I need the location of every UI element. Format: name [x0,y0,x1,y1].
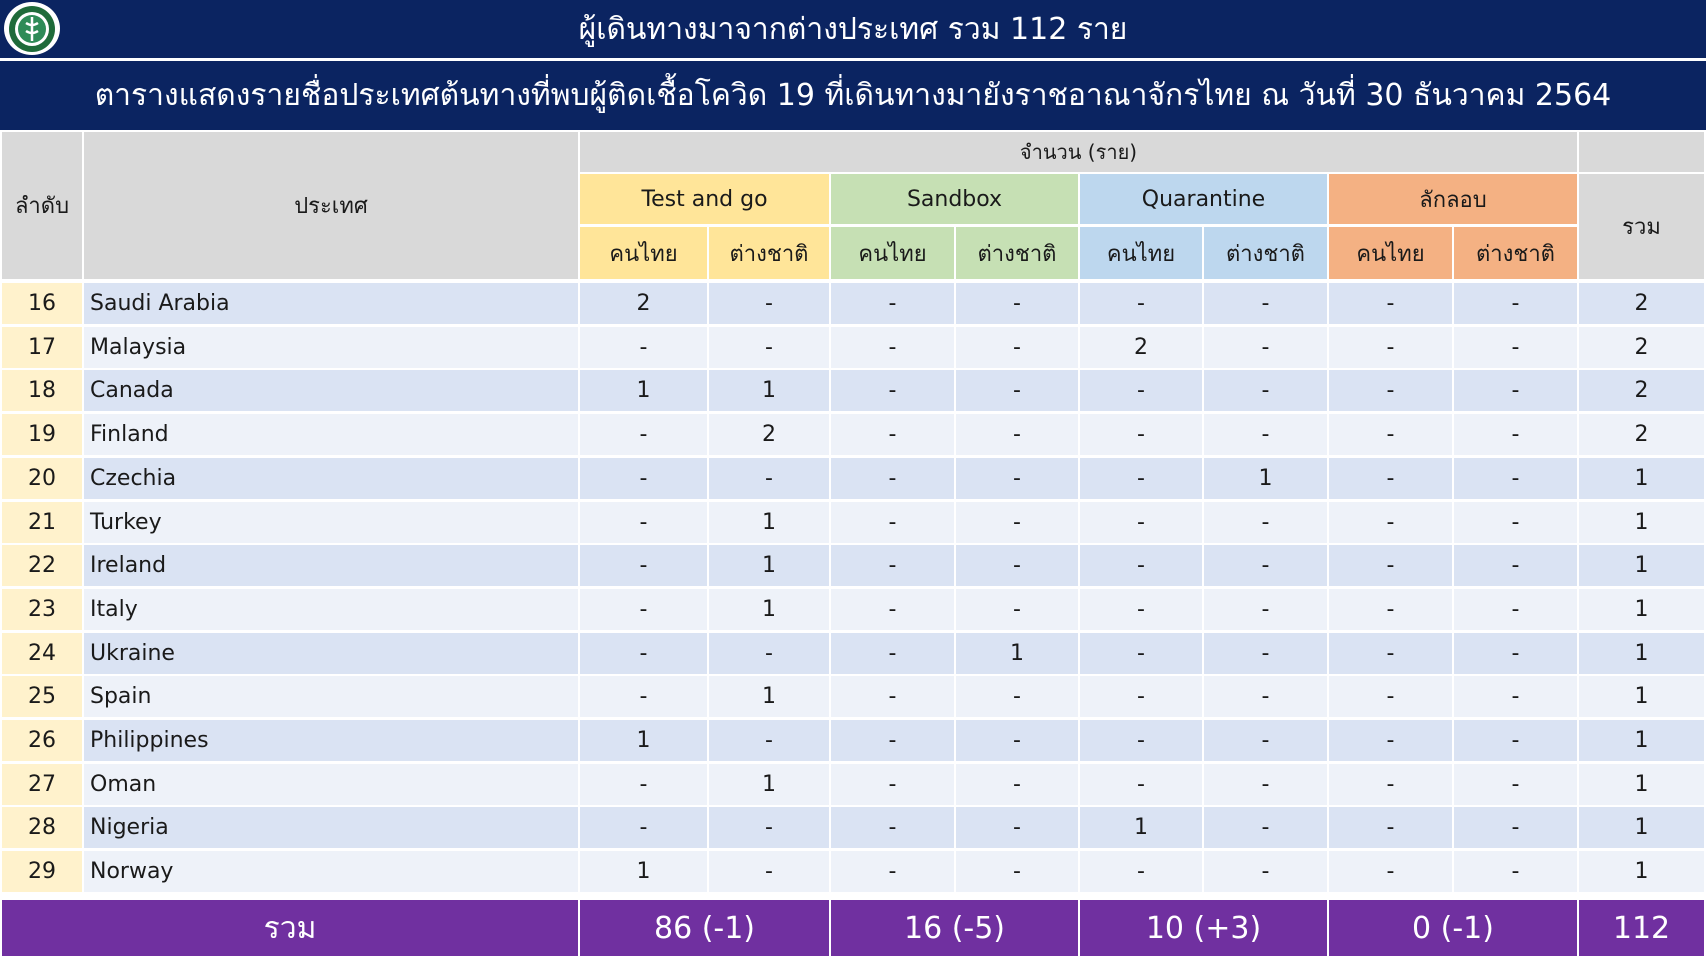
count-cell: 1 [1204,458,1327,499]
count-cell: 1 [709,502,829,543]
count-cell: - [1454,720,1577,761]
count-cell: - [1454,327,1577,368]
count-cell: - [956,458,1078,499]
count-cell: - [1329,327,1452,368]
count-cell: - [709,283,829,324]
row-number: 22 [2,545,82,586]
col-header-foreign: ต่างชาติ [1204,227,1327,279]
count-cell: 1 [709,370,829,411]
count-cell: - [709,633,829,674]
row-total: 1 [1579,589,1704,630]
col-header-order: ลำดับ [2,132,82,279]
count-cell: - [1204,589,1327,630]
page-subtitle: ตารางแสดงรายชื่อประเทศต้นทางที่พบผู้ติดเชื้อโควิด 19 ที่เดินทางมายังราชอาณาจักรไทย ณ วันที่ 30 ธันวาคม 2564 [94,78,1612,113]
count-cell: - [1080,633,1202,674]
count-cell: 1 [956,633,1078,674]
footer-quarantine: 10 (+3) [1080,900,1327,956]
count-cell: - [956,370,1078,411]
count-cell: - [1080,545,1202,586]
count-cell: - [1204,807,1327,848]
country-name: Ireland [84,545,578,586]
count-cell: - [709,720,829,761]
row-total: 1 [1579,502,1704,543]
row-total: 1 [1579,633,1704,674]
country-name: Norway [84,851,578,892]
country-name: Turkey [84,502,578,543]
country-name: Philippines [84,720,578,761]
count-cell: - [1204,764,1327,805]
count-cell: - [580,545,707,586]
count-cell: 1 [709,676,829,717]
row-total: 1 [1579,807,1704,848]
footer-sandbox: 16 (-5) [831,900,1078,956]
count-cell: - [1080,458,1202,499]
count-cell: - [1454,676,1577,717]
row-total: 2 [1579,327,1704,368]
footer-smuggled: 0 (-1) [1329,900,1577,956]
footer-test-and-go: 86 (-1) [580,900,829,956]
count-cell: - [1080,764,1202,805]
count-cell: - [1329,720,1452,761]
col-header-group-3: ลักลอบ [1329,174,1577,224]
emblem-logo-icon [4,2,60,55]
count-cell: 1 [1080,807,1202,848]
count-cell: - [1329,370,1452,411]
count-cell: - [1204,502,1327,543]
count-cell: 1 [580,851,707,892]
count-cell: - [1329,589,1452,630]
row-number: 23 [2,589,82,630]
row-total: 1 [1579,720,1704,761]
col-header-country: ประเทศ [84,132,578,279]
row-total: 2 [1579,370,1704,411]
col-header-total: รวม [1579,174,1704,279]
count-cell: - [1454,283,1577,324]
count-cell: 1 [709,589,829,630]
title-bar [0,0,1706,61]
count-cell: - [1080,851,1202,892]
count-cell: - [956,807,1078,848]
count-cell: - [956,327,1078,368]
count-cell: - [580,589,707,630]
count-cell: - [580,676,707,717]
row-number: 20 [2,458,82,499]
country-name: Nigeria [84,807,578,848]
count-cell: - [1080,720,1202,761]
count-cell: - [1329,764,1452,805]
count-cell: - [1204,414,1327,455]
row-total: 2 [1579,283,1704,324]
count-cell: - [1329,851,1452,892]
count-cell: 2 [1080,327,1202,368]
row-total: 1 [1579,458,1704,499]
count-cell: - [1080,283,1202,324]
count-cell: - [709,851,829,892]
count-cell: - [1204,720,1327,761]
row-total: 2 [1579,414,1704,455]
col-header-count-group: จำนวน (ราย) [580,132,1577,172]
col-header-group-2: Quarantine [1080,174,1327,224]
country-name: Czechia [84,458,578,499]
row-number: 28 [2,807,82,848]
count-cell: - [1329,458,1452,499]
row-number: 24 [2,633,82,674]
count-cell: - [1204,545,1327,586]
count-cell: - [1204,676,1327,717]
count-cell: - [1454,370,1577,411]
count-cell: - [1454,545,1577,586]
count-cell: - [580,633,707,674]
count-cell: - [1454,502,1577,543]
col-header-thai: คนไทย [1080,227,1202,279]
country-name: Ukraine [84,633,578,674]
row-number: 19 [2,414,82,455]
footer-label: รวม [2,900,578,956]
col-header-foreign: ต่างชาติ [709,227,829,279]
col-header-foreign: ต่างชาติ [1454,227,1577,279]
count-cell: - [831,414,954,455]
country-name: Oman [84,764,578,805]
row-total: 1 [1579,545,1704,586]
count-cell: - [831,283,954,324]
count-cell: - [831,458,954,499]
count-cell: - [1329,502,1452,543]
count-cell: - [1329,545,1452,586]
count-cell: - [709,327,829,368]
count-cell: - [1329,633,1452,674]
count-cell: - [1329,676,1452,717]
count-cell: - [709,807,829,848]
count-cell: - [580,327,707,368]
col-header-group-1: Sandbox [831,174,1078,224]
count-cell: - [956,545,1078,586]
row-total: 1 [1579,851,1704,892]
count-cell: - [831,545,954,586]
count-cell: - [580,807,707,848]
count-cell: 1 [709,764,829,805]
subtitle-bar [0,61,1706,130]
count-cell: - [1454,414,1577,455]
count-cell: - [709,458,829,499]
count-cell: 1 [709,545,829,586]
count-cell: - [1080,414,1202,455]
count-cell: - [1329,807,1452,848]
footer-total: 112 [1579,900,1704,956]
count-cell: - [831,589,954,630]
country-name: Finland [84,414,578,455]
count-cell: - [1080,502,1202,543]
row-number: 17 [2,327,82,368]
count-cell: - [1204,633,1327,674]
col-header-total-top [1579,132,1704,172]
col-header-group-0: Test and go [580,174,829,224]
country-name: Malaysia [84,327,578,368]
count-cell: - [956,851,1078,892]
row-total: 1 [1579,764,1704,805]
count-cell: - [956,676,1078,717]
row-number: 16 [2,283,82,324]
count-cell: - [1329,414,1452,455]
count-cell: - [831,676,954,717]
count-cell: - [580,764,707,805]
row-number: 25 [2,676,82,717]
count-cell: - [1454,764,1577,805]
row-number: 29 [2,851,82,892]
count-cell: - [956,283,1078,324]
row-total: 1 [1579,676,1704,717]
col-header-thai: คนไทย [831,227,954,279]
col-header-foreign: ต่างชาติ [956,227,1078,279]
count-cell: - [956,414,1078,455]
count-cell: - [956,764,1078,805]
col-header-thai: คนไทย [580,227,707,279]
count-cell: - [831,502,954,543]
count-cell: - [831,720,954,761]
page-title: ผู้เดินทางมาจากต่างประเทศ รวม 112 ราย [578,11,1128,47]
count-cell: 2 [709,414,829,455]
count-cell: - [580,502,707,543]
count-cell: - [1454,589,1577,630]
count-cell: - [831,370,954,411]
row-number: 21 [2,502,82,543]
country-name: Saudi Arabia [84,283,578,324]
count-cell: - [1080,676,1202,717]
count-cell: - [831,807,954,848]
count-cell: - [956,720,1078,761]
count-cell: - [580,458,707,499]
count-cell: - [831,327,954,368]
count-cell: - [956,589,1078,630]
count-cell: - [1454,458,1577,499]
count-cell: - [1454,633,1577,674]
count-cell: - [1454,851,1577,892]
count-cell: - [1204,327,1327,368]
count-cell: - [1080,370,1202,411]
count-cell: - [831,633,954,674]
count-cell: 2 [580,283,707,324]
col-header-thai: คนไทย [1329,227,1452,279]
count-cell: - [1454,807,1577,848]
count-cell: - [1204,851,1327,892]
count-cell: - [1080,589,1202,630]
row-number: 27 [2,764,82,805]
count-cell: - [1204,283,1327,324]
row-number: 26 [2,720,82,761]
count-cell: - [831,764,954,805]
country-name: Spain [84,676,578,717]
row-number: 18 [2,370,82,411]
count-cell: - [1204,370,1327,411]
count-cell: 1 [580,370,707,411]
count-cell: 1 [580,720,707,761]
count-cell: - [956,502,1078,543]
count-cell: - [1329,283,1452,324]
count-cell: - [580,414,707,455]
count-cell: - [831,851,954,892]
country-name: Italy [84,589,578,630]
country-name: Canada [84,370,578,411]
